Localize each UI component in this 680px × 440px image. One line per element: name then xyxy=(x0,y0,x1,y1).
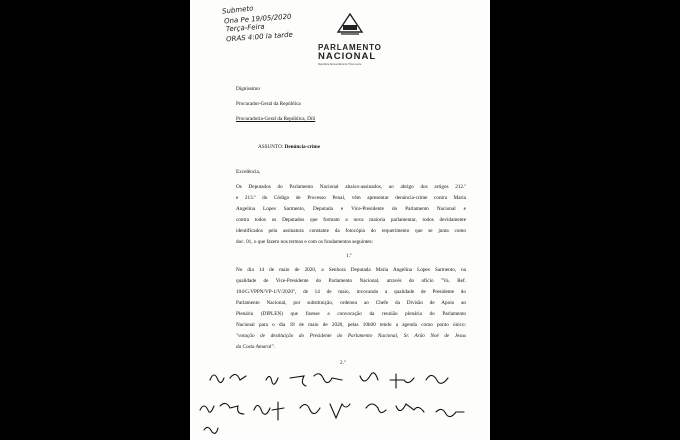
signature xyxy=(366,404,386,413)
handwritten-note-line: Terça-Feira xyxy=(225,22,265,34)
signature xyxy=(230,374,246,380)
paragraph2-line: "votação de destituição do Presidente do Parlamento Nacional, Sr. Arão Noé de Jesus xyxy=(236,333,466,339)
signature xyxy=(220,403,244,414)
signature xyxy=(436,409,464,416)
paragraph2-line: Nacional para o dia 18 de maio de 2020, pelas 10h00 tendo a agenda como ponto único: xyxy=(236,322,466,328)
paragraph1-line: identificados pela assinatura constante da fotocópia do requerimento que se junta como xyxy=(236,228,466,234)
parliament-logo xyxy=(318,10,380,74)
document-page xyxy=(190,0,490,440)
paragraph2-line: da Costa Amaral". xyxy=(236,344,275,350)
recipient-office xyxy=(236,116,315,123)
signature xyxy=(204,427,218,433)
signature xyxy=(266,376,278,384)
paragraph1-line: e 213.º do Código de Processo Penal, vêm apresentar denúncia-crime contra Maria xyxy=(236,195,466,201)
signature xyxy=(300,404,320,413)
signature xyxy=(290,376,306,386)
signature xyxy=(390,374,414,388)
paragraph2-line: No dia 14 de maio de 2020, a Senhora Deputada Maria Angelina Lopes Sarmento, na xyxy=(236,267,466,273)
greeting: Excelência, xyxy=(236,169,261,175)
handwritten-note-line: Submeto xyxy=(221,4,254,16)
recipient-title: Procurador-Geral da República xyxy=(236,101,301,107)
handwritten-note-line: Ona Pe 19/05/2020 xyxy=(223,12,292,26)
paragraph1-line: Angelina Lopes Sarmento, Deputada e Vice-Presidente do Parlamento Nacional e xyxy=(236,206,466,212)
subject-line xyxy=(258,144,320,151)
signature xyxy=(396,404,424,412)
signature xyxy=(426,375,448,383)
paragraph2-line: 104/G.VPPN/VP-1/V/2020", de 14 de maio, invocando a qualidade de Presidente do xyxy=(236,289,466,295)
parliament-name-line2: NACIONAL xyxy=(318,51,377,62)
signature xyxy=(254,405,270,414)
signature xyxy=(272,402,284,420)
subject-text: Denúncia-crime xyxy=(284,144,321,150)
paragraph2-line: Plenário (DIPLEN) que fizesse a convocação da reunião plenária do Parlamento xyxy=(236,311,466,317)
recipient-office-text: Procuradoria-Geral da República, Díli xyxy=(236,116,316,122)
parliament-emblem-icon xyxy=(336,10,364,38)
parliament-name xyxy=(318,43,380,61)
paragraph2-line: Parlamento Nacional, por substituição, ordenou ao Chefe da Divisão de Apoio ao xyxy=(236,300,466,306)
handwritten-note-line: ORAS 4:00 la tarde xyxy=(225,30,294,44)
signature xyxy=(314,374,342,383)
subject-label: ASSUNTO: xyxy=(258,144,284,150)
parliament-name-line1: PARLAMENTO xyxy=(318,43,382,52)
paragraph2-line: qualidade de Vice-Presidente do Parlamento Nacional, através do ofício "Va. Ref. xyxy=(236,278,466,284)
paragraph1-line: Os Deputados do Parlamento Nacional abaixo-assinados, ao abrigo dos artigos 212.º xyxy=(236,184,466,190)
paragraph1-line: contra todos os Deputados que formam a nova maioria parlamentar, todos devidamente xyxy=(236,217,466,223)
signature xyxy=(360,373,378,381)
section-number: 1.º xyxy=(346,253,352,259)
paragraph1-line: doc. 01, o que fazem nos termos e com os fundamentos seguintes: xyxy=(236,239,374,245)
section-number: 2.º xyxy=(340,360,346,366)
signature xyxy=(330,404,350,418)
signature xyxy=(210,375,224,383)
signature xyxy=(200,406,214,412)
parliament-subtitle: República Democrática de Timor-Leste xyxy=(318,63,362,66)
signatures-block xyxy=(190,366,490,440)
salutation-title: Digníssimo xyxy=(236,86,260,92)
